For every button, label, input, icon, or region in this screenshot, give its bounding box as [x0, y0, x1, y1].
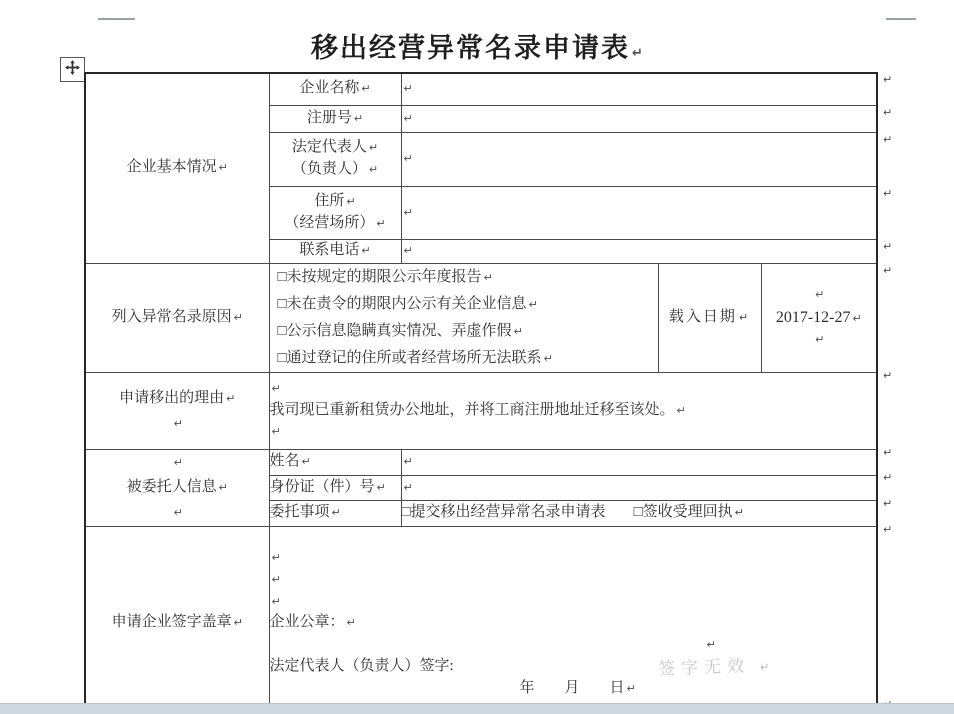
field-delegate-name[interactable] [401, 449, 877, 475]
paragraph-mark: ↵ [271, 381, 281, 395]
label-company-name: 企业名称 ↵ [269, 73, 401, 105]
row-end-mark: ↵ [883, 240, 893, 253]
paragraph-mark: ↵ [173, 456, 183, 469]
paragraph-mark: ↵ [361, 244, 371, 258]
row-end-mark: ↵ [883, 133, 893, 146]
table-move-handle[interactable] [60, 57, 85, 82]
paragraph-mark: ↵ [815, 287, 825, 301]
label-load-date: 载入日期 ↵ [658, 263, 761, 372]
paragraph-mark: ↵ [403, 244, 413, 258]
label-delegate-name: 姓名 ↵ [269, 449, 401, 475]
matters-checkbox-submit-form[interactable]: □提交移出经营异常名录申请表 [401, 504, 606, 521]
paragraph-mark: ↵ [483, 270, 493, 284]
paragraph-mark: ↵ [403, 82, 413, 96]
label-delegate-matters: 委托事项 ↵ [269, 500, 401, 526]
paragraph-mark: ↵ [403, 205, 413, 219]
paragraph-mark: ↵ [271, 425, 281, 439]
paragraph-mark: ↵ [271, 594, 281, 608]
paragraph-mark: ↵ [218, 161, 228, 175]
reason-checkbox-concealed-facts[interactable]: □公示信息隐瞒真实情况、弄虚作假 ↵ [277, 322, 523, 339]
paragraph-mark: ↵ [403, 455, 413, 469]
field-load-date[interactable] [761, 263, 877, 372]
paragraph-mark: ↵ [759, 660, 776, 674]
paragraph-mark: ↵ [368, 141, 379, 155]
removal-reason-text: 我司现已重新租赁办公地址，并将工商注册地址迁移至该处。 [269, 401, 675, 418]
paragraph-mark: ↵ [346, 616, 356, 630]
row-end-mark: ↵ [883, 471, 893, 484]
signature-invalid-watermark: 签字无效 ↵ [657, 656, 776, 679]
field-company-name[interactable] [401, 73, 877, 105]
page-title [0, 26, 954, 65]
label-address: 住所 ↵ （经营场所） ↵ [269, 186, 401, 239]
reason-checkbox-ordered-disclosure[interactable]: □未在责令的期限内公示有关企业信息 ↵ [277, 295, 538, 312]
paragraph-mark: ↵ [331, 506, 341, 520]
section-basic-info: 企业基本情况 ↵ [85, 73, 269, 263]
label-delegate-id: 身份证（件）号 ↵ [269, 475, 401, 500]
matters-checkbox-receive-receipt[interactable]: □签收受理回执 [633, 504, 733, 521]
paragraph-mark: ↵ [734, 506, 744, 520]
paragraph-mark: ↵ [852, 311, 862, 325]
legal-rep-signature-label: 法定代表人（负责人）签字: [269, 657, 454, 674]
row-end-mark: ↵ [883, 73, 893, 86]
load-date-value: 2017-12-27 [775, 308, 851, 326]
paragraph-mark: ↵ [301, 455, 311, 469]
paragraph-mark: ↵ [368, 163, 379, 176]
page-title-text: 移出经营异常名录申请表 [311, 33, 631, 63]
label-phone: 联系电话 ↵ [269, 239, 401, 263]
field-registration-number[interactable] [401, 105, 877, 132]
row-end-mark: ↵ [883, 369, 893, 382]
paragraph-mark: ↵ [226, 391, 236, 405]
paragraph-mark: ↵ [403, 480, 413, 494]
field-phone[interactable] [401, 239, 877, 263]
paragraph-mark: ↵ [706, 638, 716, 652]
paragraph-mark: ↵ [403, 152, 413, 166]
paragraph-mark: ↵ [218, 481, 228, 494]
reason-checkbox-unreachable-address[interactable]: □通过登记的住所或者经营场所无法联系 ↵ [277, 349, 553, 366]
paragraph-mark: ↵ [632, 46, 643, 61]
page-bottom-edge [0, 703, 954, 714]
paragraph-mark: ↵ [346, 194, 356, 208]
paragraph-mark: ↵ [353, 111, 364, 125]
signature-date-line: 年 月 日 [519, 679, 625, 696]
paragraph-mark: ↵ [513, 324, 523, 338]
row-end-mark: ↵ [883, 446, 893, 459]
field-address[interactable] [401, 186, 877, 239]
form-table-container [84, 72, 884, 703]
reason-checkbox-annual-report[interactable]: □未按规定的期限公示年度报告 ↵ [277, 268, 493, 285]
field-removal-reason[interactable] [269, 372, 877, 449]
page-margin-mark-left [98, 18, 135, 20]
page-margin-mark-right [886, 18, 916, 20]
field-legal-representative[interactable] [401, 132, 877, 186]
paragraph-mark: ↵ [271, 572, 281, 586]
abnormal-reason-options [269, 263, 658, 372]
paragraph-mark: ↵ [403, 111, 413, 125]
row-end-mark: ↵ [883, 187, 893, 200]
section-abnormal-reason: 列入异常名录原因 ↵ [85, 263, 269, 372]
move-icon [64, 59, 81, 81]
paragraph-mark: ↵ [376, 480, 386, 494]
paragraph-mark: ↵ [376, 216, 386, 230]
paragraph-mark: ↵ [233, 616, 243, 630]
paragraph-mark: ↵ [233, 310, 243, 324]
row-end-mark: ↵ [883, 264, 893, 277]
paragraph-mark: ↵ [271, 551, 281, 565]
company-seal-label: 企业公章： [269, 614, 345, 631]
paragraph-mark: ↵ [815, 333, 825, 347]
application-form-table [84, 72, 878, 703]
paragraph-mark: ↵ [173, 416, 183, 430]
paragraph-mark: ↵ [361, 82, 371, 96]
row-end-mark: ↵ [883, 523, 893, 536]
paragraph-mark: ↵ [676, 403, 686, 417]
label-registration-number: 注册号 ↵ [269, 105, 401, 132]
section-signature-seal: 申请企业签字盖章 ↵ [85, 526, 269, 703]
paragraph-mark: ↵ [173, 506, 183, 519]
field-signature-area[interactable] [269, 526, 877, 703]
section-delegate-info: ↵ 被委托人信息 ↵ ↵ [85, 449, 269, 526]
field-delegate-id[interactable] [401, 475, 877, 500]
paragraph-mark: ↵ [626, 681, 636, 695]
row-end-mark: ↵ [883, 497, 893, 510]
label-legal-representative: 法定代表人 ↵ （负责人） ↵ [269, 132, 401, 186]
field-delegate-matters [401, 500, 877, 526]
row-end-mark: ↵ [883, 106, 893, 119]
paragraph-mark: ↵ [543, 351, 553, 365]
paragraph-mark: ↵ [528, 297, 538, 311]
paragraph-mark: ↵ [738, 310, 751, 324]
section-removal-reason: 申请移出的理由 ↵ ↵ [85, 372, 269, 449]
